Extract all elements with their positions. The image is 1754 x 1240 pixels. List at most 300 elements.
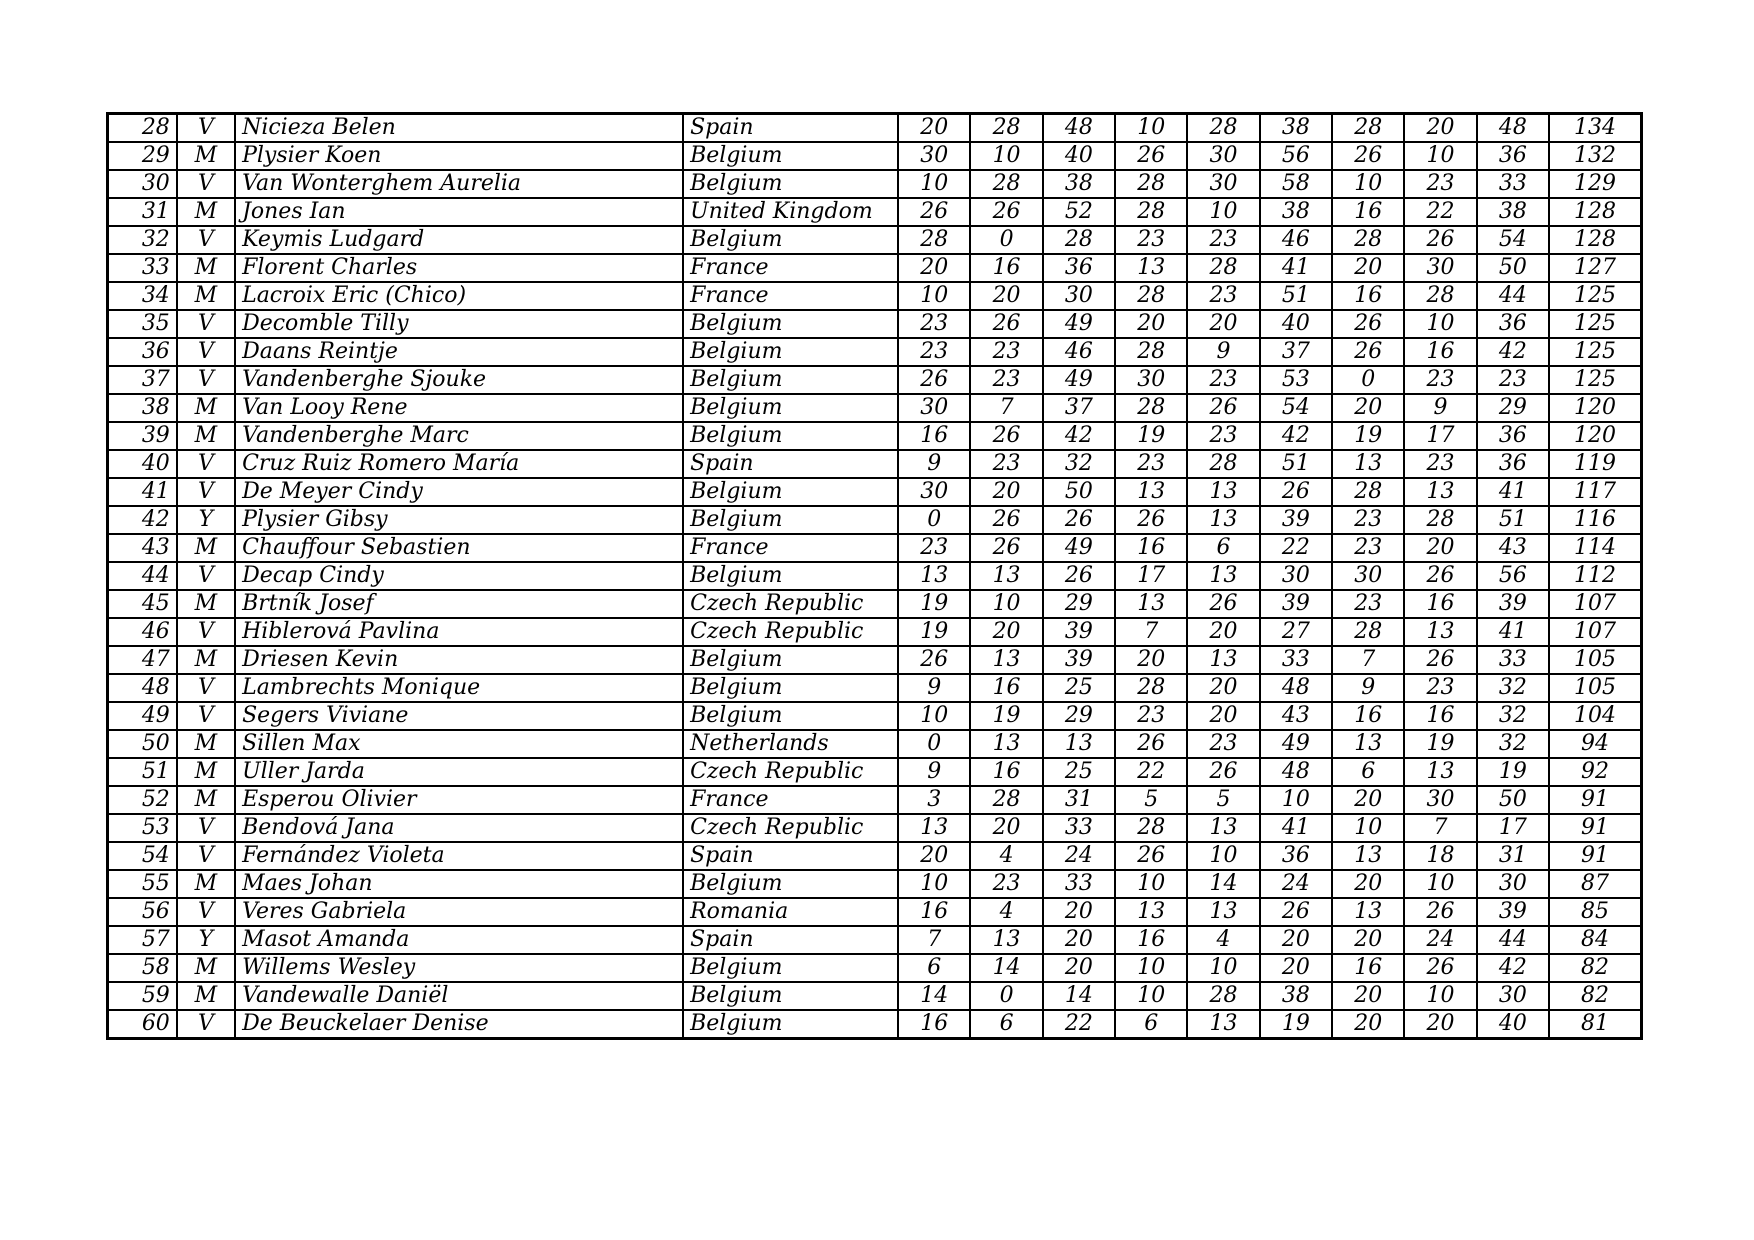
rank-cell: 39 xyxy=(108,422,177,450)
score-cell: 32 xyxy=(1043,450,1115,478)
score-cell: 26 xyxy=(1115,506,1187,534)
score-cell: 40 xyxy=(1043,142,1115,170)
score-cell: 50 xyxy=(1477,254,1549,282)
score-cell: 38 xyxy=(1260,198,1332,226)
score-cell: 9 xyxy=(898,758,970,786)
score-cell: 26 xyxy=(1187,758,1259,786)
score-cell: 26 xyxy=(970,534,1042,562)
score-cell: 31 xyxy=(1477,842,1549,870)
score-cell: 28 xyxy=(1115,282,1187,310)
score-cell: 9 xyxy=(898,674,970,702)
category-cell: M xyxy=(177,394,235,422)
category-cell: M xyxy=(177,534,235,562)
score-cell: 26 xyxy=(970,310,1042,338)
score-cell: 24 xyxy=(1043,842,1115,870)
table-row xyxy=(108,674,1642,702)
score-cell: 13 xyxy=(1187,898,1259,926)
name-cell: De Meyer Cindy xyxy=(235,478,683,506)
score-cell: 10 xyxy=(898,170,970,198)
score-cell: 20 xyxy=(1043,926,1115,954)
score-cell: 23 xyxy=(1332,534,1404,562)
table-row xyxy=(108,142,1642,170)
score-cell: 23 xyxy=(1187,422,1259,450)
score-cell: 19 xyxy=(898,590,970,618)
score-cell: 14 xyxy=(898,982,970,1010)
country-cell: Belgium xyxy=(683,422,898,450)
score-cell: 0 xyxy=(898,506,970,534)
score-cell: 39 xyxy=(1043,618,1115,646)
score-cell: 13 xyxy=(1187,478,1259,506)
total-score-cell: 134 xyxy=(1549,114,1641,143)
country-cell: Spain xyxy=(683,114,898,143)
total-score-cell: 127 xyxy=(1549,254,1641,282)
country-cell: Czech Republic xyxy=(683,618,898,646)
score-cell: 28 xyxy=(970,170,1042,198)
score-cell: 3 xyxy=(898,786,970,814)
score-cell: 20 xyxy=(1404,534,1476,562)
score-cell: 10 xyxy=(1187,198,1259,226)
score-cell: 30 xyxy=(898,142,970,170)
score-cell: 5 xyxy=(1115,786,1187,814)
score-cell: 16 xyxy=(1332,702,1404,730)
name-cell: Florent Charles xyxy=(235,254,683,282)
category-cell: M xyxy=(177,786,235,814)
score-cell: 41 xyxy=(1477,618,1549,646)
total-score-cell: 114 xyxy=(1549,534,1641,562)
score-cell: 13 xyxy=(1332,898,1404,926)
category-cell: V xyxy=(177,618,235,646)
score-cell: 23 xyxy=(1477,366,1549,394)
score-cell: 28 xyxy=(1115,394,1187,422)
score-cell: 23 xyxy=(898,338,970,366)
rank-cell: 33 xyxy=(108,254,177,282)
rank-cell: 52 xyxy=(108,786,177,814)
table-row xyxy=(108,338,1642,366)
score-cell: 30 xyxy=(1187,142,1259,170)
score-cell: 24 xyxy=(1260,870,1332,898)
score-cell: 43 xyxy=(1477,534,1549,562)
country-cell: Belgium xyxy=(683,982,898,1010)
score-cell: 26 xyxy=(1332,310,1404,338)
score-cell: 53 xyxy=(1260,366,1332,394)
score-cell: 39 xyxy=(1477,898,1549,926)
rank-cell: 32 xyxy=(108,226,177,254)
name-cell: Hiblerová Pavlina xyxy=(235,618,683,646)
score-cell: 28 xyxy=(1404,282,1476,310)
rank-cell: 45 xyxy=(108,590,177,618)
score-cell: 13 xyxy=(898,562,970,590)
score-cell: 38 xyxy=(1260,982,1332,1010)
score-cell: 0 xyxy=(970,226,1042,254)
country-cell: Belgium xyxy=(683,142,898,170)
country-cell: Netherlands xyxy=(683,730,898,758)
total-score-cell: 129 xyxy=(1549,170,1641,198)
score-cell: 39 xyxy=(1043,646,1115,674)
score-cell: 33 xyxy=(1477,170,1549,198)
table-row xyxy=(108,282,1642,310)
rank-cell: 51 xyxy=(108,758,177,786)
total-score-cell: 119 xyxy=(1549,450,1641,478)
score-cell: 20 xyxy=(898,842,970,870)
score-cell: 39 xyxy=(1260,590,1332,618)
score-cell: 26 xyxy=(898,646,970,674)
score-cell: 20 xyxy=(970,478,1042,506)
score-cell: 32 xyxy=(1477,730,1549,758)
score-cell: 26 xyxy=(970,506,1042,534)
table-row xyxy=(108,842,1642,870)
rank-cell: 40 xyxy=(108,450,177,478)
table-row xyxy=(108,758,1642,786)
score-cell: 28 xyxy=(1187,254,1259,282)
score-cell: 25 xyxy=(1043,674,1115,702)
score-cell: 17 xyxy=(1477,814,1549,842)
total-score-cell: 91 xyxy=(1549,786,1641,814)
score-cell: 23 xyxy=(1115,450,1187,478)
country-cell: Romania xyxy=(683,898,898,926)
name-cell: Esperou Olivier xyxy=(235,786,683,814)
score-cell: 30 xyxy=(1477,982,1549,1010)
name-cell: Cruz Ruiz Romero María xyxy=(235,450,683,478)
score-cell: 10 xyxy=(970,142,1042,170)
score-cell: 46 xyxy=(1043,338,1115,366)
score-cell: 10 xyxy=(1115,114,1187,143)
category-cell: V xyxy=(177,310,235,338)
score-cell: 26 xyxy=(1404,226,1476,254)
score-cell: 41 xyxy=(1260,254,1332,282)
score-cell: 19 xyxy=(1477,758,1549,786)
total-score-cell: 112 xyxy=(1549,562,1641,590)
score-cell: 13 xyxy=(1043,730,1115,758)
score-cell: 10 xyxy=(1115,954,1187,982)
score-cell: 7 xyxy=(1404,814,1476,842)
name-cell: Jones Ian xyxy=(235,198,683,226)
score-cell: 31 xyxy=(1043,786,1115,814)
country-cell: United Kingdom xyxy=(683,198,898,226)
score-cell: 13 xyxy=(1187,1010,1259,1039)
category-cell: M xyxy=(177,730,235,758)
score-cell: 20 xyxy=(1332,786,1404,814)
score-cell: 10 xyxy=(898,282,970,310)
score-cell: 19 xyxy=(1332,422,1404,450)
score-cell: 6 xyxy=(1115,1010,1187,1039)
score-cell: 13 xyxy=(1115,254,1187,282)
name-cell: Nicieza Belen xyxy=(235,114,683,143)
score-cell: 23 xyxy=(1187,366,1259,394)
score-cell: 23 xyxy=(1187,226,1259,254)
table-row xyxy=(108,114,1642,143)
category-cell: Y xyxy=(177,506,235,534)
score-cell: 20 xyxy=(1332,394,1404,422)
score-cell: 28 xyxy=(1115,674,1187,702)
score-cell: 36 xyxy=(1260,842,1332,870)
score-cell: 46 xyxy=(1260,226,1332,254)
rank-cell: 35 xyxy=(108,310,177,338)
score-cell: 23 xyxy=(1332,590,1404,618)
score-cell: 4 xyxy=(970,842,1042,870)
score-cell: 26 xyxy=(970,422,1042,450)
country-cell: Belgium xyxy=(683,702,898,730)
category-cell: V xyxy=(177,814,235,842)
rank-cell: 43 xyxy=(108,534,177,562)
score-cell: 16 xyxy=(898,422,970,450)
category-cell: V xyxy=(177,170,235,198)
category-cell: V xyxy=(177,338,235,366)
name-cell: Segers Viviane xyxy=(235,702,683,730)
country-cell: Czech Republic xyxy=(683,590,898,618)
category-cell: V xyxy=(177,478,235,506)
rank-cell: 59 xyxy=(108,982,177,1010)
score-cell: 9 xyxy=(1404,394,1476,422)
score-cell: 29 xyxy=(1477,394,1549,422)
category-cell: V xyxy=(177,842,235,870)
score-cell: 20 xyxy=(1043,954,1115,982)
score-cell: 26 xyxy=(1187,394,1259,422)
score-cell: 10 xyxy=(898,702,970,730)
total-score-cell: 128 xyxy=(1549,198,1641,226)
score-cell: 48 xyxy=(1260,674,1332,702)
rank-cell: 53 xyxy=(108,814,177,842)
name-cell: Masot Amanda xyxy=(235,926,683,954)
table-row xyxy=(108,646,1642,674)
score-cell: 38 xyxy=(1477,198,1549,226)
total-score-cell: 128 xyxy=(1549,226,1641,254)
score-cell: 6 xyxy=(898,954,970,982)
country-cell: Belgium xyxy=(683,226,898,254)
score-cell: 13 xyxy=(970,926,1042,954)
score-cell: 10 xyxy=(1404,982,1476,1010)
score-cell: 20 xyxy=(898,254,970,282)
category-cell: M xyxy=(177,282,235,310)
total-score-cell: 105 xyxy=(1549,646,1641,674)
table-row xyxy=(108,926,1642,954)
score-cell: 33 xyxy=(1477,646,1549,674)
score-cell: 30 xyxy=(1187,170,1259,198)
name-cell: Fernández Violeta xyxy=(235,842,683,870)
score-cell: 0 xyxy=(898,730,970,758)
score-cell: 20 xyxy=(898,114,970,143)
total-score-cell: 104 xyxy=(1549,702,1641,730)
rank-cell: 31 xyxy=(108,198,177,226)
table-row xyxy=(108,254,1642,282)
table-row xyxy=(108,730,1642,758)
score-cell: 26 xyxy=(1404,562,1476,590)
score-cell: 0 xyxy=(970,982,1042,1010)
total-score-cell: 84 xyxy=(1549,926,1641,954)
name-cell: Decap Cindy xyxy=(235,562,683,590)
country-cell: Belgium xyxy=(683,1010,898,1039)
total-score-cell: 125 xyxy=(1549,310,1641,338)
total-score-cell: 105 xyxy=(1549,674,1641,702)
name-cell: Sillen Max xyxy=(235,730,683,758)
score-cell: 28 xyxy=(1187,982,1259,1010)
score-cell: 18 xyxy=(1404,842,1476,870)
table-row xyxy=(108,702,1642,730)
table-row xyxy=(108,478,1642,506)
score-cell: 20 xyxy=(1115,310,1187,338)
total-score-cell: 132 xyxy=(1549,142,1641,170)
score-cell: 10 xyxy=(1187,842,1259,870)
score-cell: 30 xyxy=(898,478,970,506)
score-cell: 42 xyxy=(1477,954,1549,982)
score-cell: 10 xyxy=(1404,310,1476,338)
score-cell: 26 xyxy=(1115,842,1187,870)
score-cell: 30 xyxy=(1115,366,1187,394)
table-row xyxy=(108,982,1642,1010)
country-cell: Belgium xyxy=(683,338,898,366)
table-row xyxy=(108,170,1642,198)
category-cell: V xyxy=(177,226,235,254)
score-cell: 28 xyxy=(1332,114,1404,143)
total-score-cell: 107 xyxy=(1549,590,1641,618)
score-cell: 28 xyxy=(970,114,1042,143)
score-cell: 36 xyxy=(1477,450,1549,478)
score-cell: 37 xyxy=(1043,394,1115,422)
score-cell: 51 xyxy=(1260,450,1332,478)
score-cell: 13 xyxy=(898,814,970,842)
table-row xyxy=(108,786,1642,814)
score-cell: 19 xyxy=(898,618,970,646)
score-cell: 30 xyxy=(1260,562,1332,590)
score-cell: 26 xyxy=(1332,142,1404,170)
score-cell: 20 xyxy=(1187,702,1259,730)
score-cell: 37 xyxy=(1260,338,1332,366)
score-cell: 16 xyxy=(898,1010,970,1039)
score-cell: 13 xyxy=(1115,590,1187,618)
table-row xyxy=(108,198,1642,226)
score-cell: 23 xyxy=(1115,702,1187,730)
score-cell: 13 xyxy=(970,562,1042,590)
score-cell: 14 xyxy=(1043,982,1115,1010)
table-row xyxy=(108,506,1642,534)
score-cell: 16 xyxy=(1332,954,1404,982)
name-cell: De Beuckelaer Denise xyxy=(235,1010,683,1039)
score-cell: 16 xyxy=(1332,282,1404,310)
total-score-cell: 85 xyxy=(1549,898,1641,926)
rank-cell: 34 xyxy=(108,282,177,310)
country-cell: Belgium xyxy=(683,562,898,590)
score-cell: 26 xyxy=(898,366,970,394)
country-cell: Belgium xyxy=(683,954,898,982)
score-cell: 36 xyxy=(1477,142,1549,170)
score-cell: 20 xyxy=(970,814,1042,842)
score-cell: 7 xyxy=(970,394,1042,422)
score-cell: 28 xyxy=(1332,618,1404,646)
score-cell: 51 xyxy=(1477,506,1549,534)
name-cell: Plysier Gibsy xyxy=(235,506,683,534)
score-cell: 58 xyxy=(1260,170,1332,198)
score-cell: 26 xyxy=(1260,898,1332,926)
table-row xyxy=(108,310,1642,338)
table-row xyxy=(108,618,1642,646)
score-cell: 20 xyxy=(1404,114,1476,143)
score-cell: 10 xyxy=(1404,142,1476,170)
score-cell: 23 xyxy=(1115,226,1187,254)
score-cell: 30 xyxy=(1404,254,1476,282)
score-cell: 13 xyxy=(970,730,1042,758)
category-cell: V xyxy=(177,114,235,143)
score-cell: 20 xyxy=(1115,646,1187,674)
score-cell: 49 xyxy=(1260,730,1332,758)
score-cell: 13 xyxy=(1332,842,1404,870)
table-row xyxy=(108,562,1642,590)
category-cell: M xyxy=(177,198,235,226)
score-cell: 54 xyxy=(1477,226,1549,254)
country-cell: Belgium xyxy=(683,310,898,338)
total-score-cell: 82 xyxy=(1549,954,1641,982)
score-cell: 26 xyxy=(1187,590,1259,618)
score-cell: 9 xyxy=(898,450,970,478)
total-score-cell: 91 xyxy=(1549,842,1641,870)
score-cell: 23 xyxy=(970,366,1042,394)
score-cell: 26 xyxy=(898,198,970,226)
score-cell: 48 xyxy=(1477,114,1549,143)
score-cell: 10 xyxy=(1187,954,1259,982)
country-cell: Spain xyxy=(683,842,898,870)
rank-cell: 42 xyxy=(108,506,177,534)
name-cell: Vandenberghe Marc xyxy=(235,422,683,450)
score-cell: 42 xyxy=(1477,338,1549,366)
table-row xyxy=(108,226,1642,254)
table-row xyxy=(108,954,1642,982)
score-cell: 23 xyxy=(898,310,970,338)
country-cell: Czech Republic xyxy=(683,758,898,786)
score-cell: 40 xyxy=(1477,1010,1549,1039)
name-cell: Willems Wesley xyxy=(235,954,683,982)
score-cell: 4 xyxy=(1187,926,1259,954)
score-cell: 7 xyxy=(1115,618,1187,646)
score-cell: 30 xyxy=(1332,562,1404,590)
country-cell: Spain xyxy=(683,926,898,954)
rank-cell: 57 xyxy=(108,926,177,954)
score-cell: 49 xyxy=(1043,534,1115,562)
score-cell: 13 xyxy=(1404,618,1476,646)
score-cell: 0 xyxy=(1332,366,1404,394)
score-cell: 13 xyxy=(1187,814,1259,842)
score-cell: 28 xyxy=(1115,338,1187,366)
country-cell: France xyxy=(683,534,898,562)
score-cell: 41 xyxy=(1260,814,1332,842)
score-cell: 23 xyxy=(970,870,1042,898)
score-cell: 29 xyxy=(1043,702,1115,730)
country-cell: Belgium xyxy=(683,394,898,422)
rank-cell: 49 xyxy=(108,702,177,730)
score-cell: 40 xyxy=(1260,310,1332,338)
score-cell: 20 xyxy=(970,282,1042,310)
score-cell: 20 xyxy=(970,618,1042,646)
category-cell: V xyxy=(177,1010,235,1039)
score-cell: 54 xyxy=(1260,394,1332,422)
score-cell: 20 xyxy=(1187,674,1259,702)
score-cell: 13 xyxy=(1404,478,1476,506)
score-cell: 19 xyxy=(1404,730,1476,758)
table-row xyxy=(108,422,1642,450)
table-row xyxy=(108,898,1642,926)
rank-cell: 29 xyxy=(108,142,177,170)
score-cell: 24 xyxy=(1404,926,1476,954)
country-cell: Belgium xyxy=(683,506,898,534)
total-score-cell: 81 xyxy=(1549,1010,1641,1039)
table-row xyxy=(108,450,1642,478)
score-cell: 26 xyxy=(1404,646,1476,674)
name-cell: Uller Jarda xyxy=(235,758,683,786)
rank-cell: 54 xyxy=(108,842,177,870)
name-cell: Veres Gabriela xyxy=(235,898,683,926)
total-score-cell: 92 xyxy=(1549,758,1641,786)
total-score-cell: 125 xyxy=(1549,338,1641,366)
results-body xyxy=(108,114,1642,1039)
rank-cell: 36 xyxy=(108,338,177,366)
score-cell: 23 xyxy=(1187,282,1259,310)
